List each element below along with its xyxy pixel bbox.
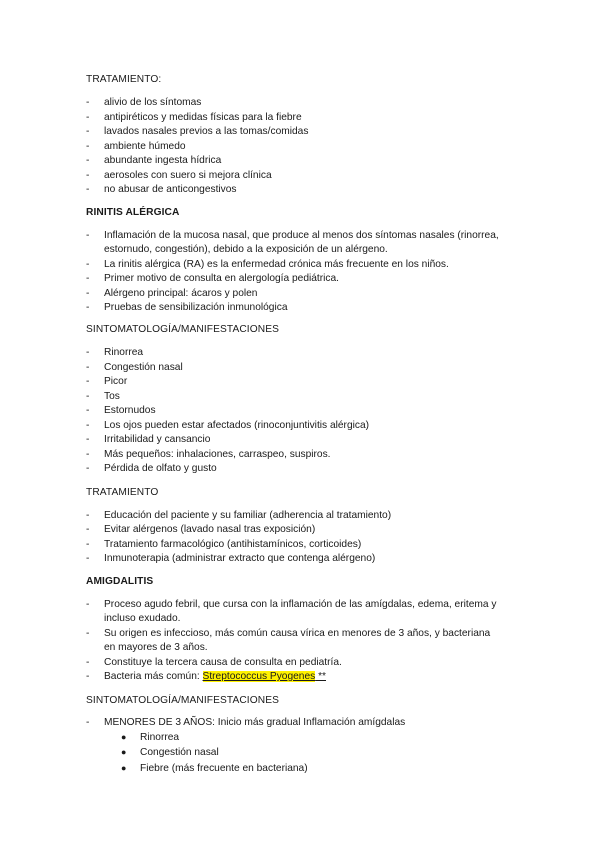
list-dash: - [86,170,90,181]
bullet-icon: ● [121,747,127,757]
list-item: ambiente húmedo [104,141,186,152]
list-item: antipiréticos y medidas físicas para la fiebre [104,112,302,123]
list-item: Congestión nasal [104,362,183,373]
sub-list-item: Rinorrea [140,732,180,743]
list-item: Evitar alérgenos (lavado nasal tras exposición) [104,524,316,535]
list-dash: - [86,184,90,195]
list-item: no abusar de anticongestivos [104,184,237,195]
list-item: Rinorrea [104,347,144,358]
section-heading-sintomatologia: SINTOMATOLOGÍA/MANIFESTACIONES [86,324,280,335]
list-item: Más pequeños: inhalaciones, carraspeo, suspiros. [104,449,331,460]
list-dash: - [86,657,90,668]
section-heading-tratamiento: TRATAMIENTO: [86,74,162,85]
list-dash: - [86,405,90,416]
list-dash: - [86,449,90,460]
bacteria-mark: ** [315,671,326,682]
list-item: MENORES DE 3 AÑOS: Inicio más gradual Inflamación amígdalas [104,717,406,728]
list-dash: - [86,463,90,474]
list-item: lavados nasales previos a las tomas/comidas [104,126,309,137]
list-dash: - [86,362,90,373]
list-dash: - [86,288,90,299]
list-item: Educación del paciente y su familiar (adherencia al tratamiento) [104,510,392,521]
list-dash: - [86,539,90,550]
bullet-icon: ● [121,732,127,742]
bacteria-name-highlight: Streptococcus Pyogenes [202,671,316,682]
list-item: Inflamación de la mucosa nasal, que produce al menos dos síntomas nasales (rinorrea, [104,230,499,241]
section-heading-rinitis: RINITIS ALÉRGICA [86,207,180,218]
list-dash: - [86,391,90,402]
list-dash: - [86,599,90,610]
list-item: Picor [104,376,128,387]
list-item: Primer motivo de consulta en alergología pediátrica. [104,273,340,284]
bullet-icon: ● [121,763,127,773]
list-item: Constituye la tercera causa de consulta en pediatría. [104,657,342,668]
list-dash: - [86,141,90,152]
list-dash: - [86,434,90,445]
list-item: Irritabilidad y cansancio [104,434,211,445]
list-item-bacteria [104,670,326,683]
sub-list-item: Congestión nasal [140,747,219,758]
list-dash: - [86,155,90,166]
list-dash: - [86,259,90,270]
list-item: Su origen es infeccioso, más común causa vírica en menores de 3 años, y bacteriana [104,628,491,639]
list-dash: - [86,553,90,564]
list-dash: - [86,273,90,284]
list-item: Pérdida de olfato y gusto [104,463,217,474]
list-dash: - [86,230,90,241]
list-dash: - [86,112,90,123]
list-dash: - [86,97,90,108]
list-item: Tos [104,391,120,402]
list-item: Proceso agudo febril, que cursa con la inflamación de las amígdalas, edema, eritema y [104,599,497,610]
list-dash: - [86,302,90,313]
list-item: Alérgeno principal: ácaros y polen [104,288,258,299]
list-dash: - [86,628,90,639]
sub-list-item: Fiebre (más frecuente en bacteriana) [140,763,308,774]
list-item-continuation: incluso exudado. [104,613,181,624]
section-heading-tratamiento-2: TRATAMIENTO [86,487,159,498]
list-item: Inmunoterapia (administrar extracto que contenga alérgeno) [104,553,376,564]
list-dash: - [86,376,90,387]
list-item: aerosoles con suero si mejora clínica [104,170,272,181]
list-dash: - [86,126,90,137]
list-item: Pruebas de sensibilización inmunológica [104,302,288,313]
section-heading-sintomatologia-2: SINTOMATOLOGÍA/MANIFESTACIONES [86,695,280,706]
list-dash: - [86,420,90,431]
section-heading-amigdalitis: AMIGDALITIS [86,576,154,587]
list-item: La rinitis alérgica (RA) es la enfermedad crónica más frecuente en los niños. [104,259,449,270]
list-item-continuation: estornudo, congestión), debido a la exposición de un alérgeno. [104,244,388,255]
list-item: Los ojos pueden estar afectados (rinoconjuntivitis alérgica) [104,420,370,431]
list-item: Estornudos [104,405,156,416]
list-item: Tratamiento farmacológico (antihistamínicos, corticoides) [104,539,362,550]
list-item: alivio de los síntomas [104,97,202,108]
list-dash: - [86,347,90,358]
list-dash: - [86,717,90,728]
list-dash: - [86,671,90,682]
list-item-continuation: en mayores de 3 años. [104,642,208,653]
bacteria-label: Bacteria más común: [104,671,203,682]
list-dash: - [86,524,90,535]
list-dash: - [86,510,90,521]
list-item: abundante ingesta hídrica [104,155,222,166]
